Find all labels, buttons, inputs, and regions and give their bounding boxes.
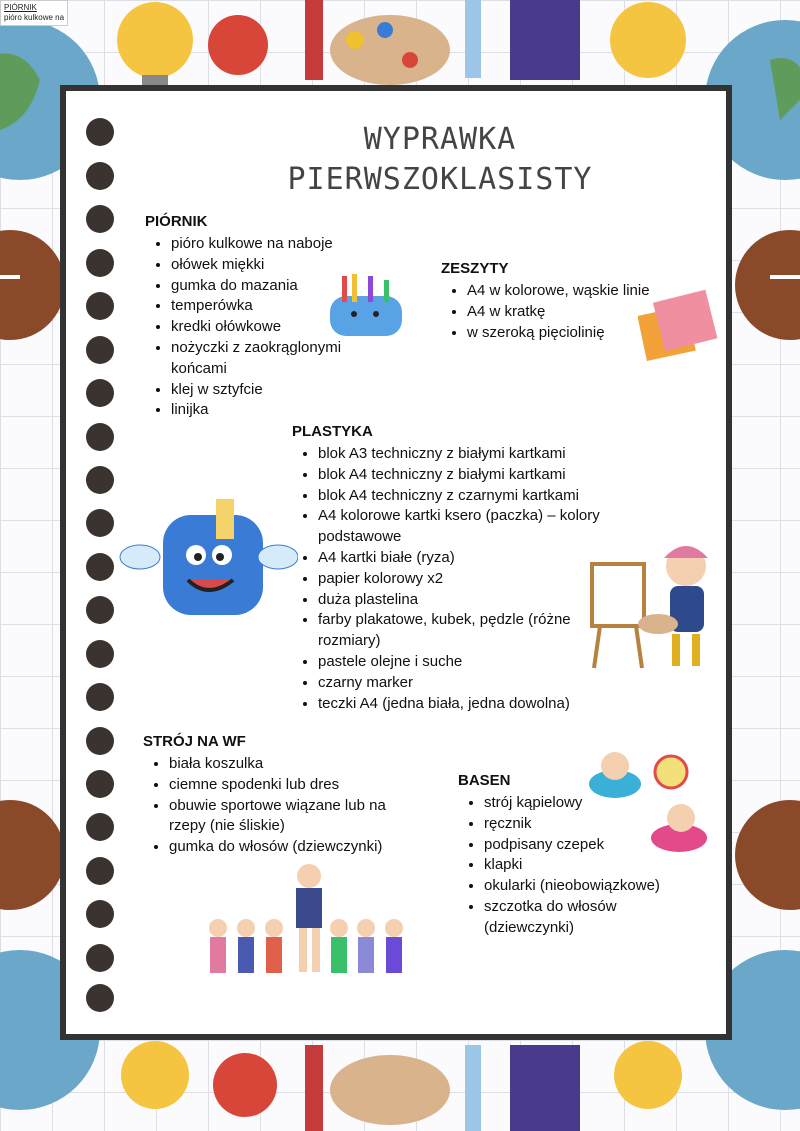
football-icon	[735, 800, 800, 910]
list-item: • A4 w kratkę	[467, 302, 681, 323]
lightbulb-icon	[121, 1041, 189, 1109]
binder-hole	[86, 813, 114, 841]
title-line1: WYPRAWKA	[363, 122, 517, 157]
section-stroj-wf	[143, 733, 413, 858]
lightbulb-icon	[610, 2, 686, 78]
list-item: • szczotka do włosów (dziewczynki)	[484, 897, 688, 939]
apple-icon	[208, 15, 268, 75]
pe-class-kids-icon	[204, 862, 414, 982]
pencil-case-icon	[328, 272, 412, 340]
item-list	[143, 754, 413, 858]
list-item: • czarny marker	[318, 673, 612, 694]
apple-icon	[213, 1053, 277, 1117]
section-heading: STRÓJ NA WF	[143, 733, 246, 750]
binder-hole	[86, 944, 114, 972]
binder-hole	[86, 640, 114, 668]
list-item: • farby plakatowe, kubek, pędzle (różne rozmiary)	[318, 610, 612, 652]
football-icon	[0, 230, 65, 340]
binder-hole	[86, 509, 114, 537]
binder-hole	[86, 336, 114, 364]
list-item: • w szeroką pięciolinię	[467, 323, 681, 344]
list-item: • papier kolorowy x2	[318, 569, 612, 590]
list-item: • pastele olejne i suche	[318, 652, 612, 673]
list-item: • gumka do mazania	[171, 276, 365, 297]
binder-hole	[86, 249, 114, 277]
painting-girl-icon	[588, 540, 718, 672]
palette-icon	[330, 15, 450, 85]
list-item: • kredki ołówkowe	[171, 317, 365, 338]
calculator-icon	[510, 1045, 580, 1131]
list-item: • okularki (nieobowiązkowe)	[484, 876, 688, 897]
list-item: • biała koszulka	[169, 754, 413, 775]
section-heading: PLASTYKA	[292, 423, 373, 440]
list-item: • podpisany czepek	[484, 835, 688, 856]
binder-hole	[86, 683, 114, 711]
section-heading: PIÓRNIK	[145, 213, 208, 230]
binder-hole	[86, 596, 114, 624]
list-item: • klapki	[484, 855, 688, 876]
backpack-mascot-icon	[118, 495, 298, 625]
item-list	[292, 444, 612, 714]
list-item: • A4 kartki białe (ryza)	[318, 548, 612, 569]
list-item: • A4 kolorowe kartki ksero (paczka) – kolory podstawowe	[318, 506, 612, 548]
notebooks-icon	[638, 290, 718, 362]
binder-hole	[86, 553, 114, 581]
list-item: • ołówek miękki	[171, 255, 365, 276]
football-icon	[0, 800, 65, 910]
list-item: • nożyczki z zaokrąglonymi końcami	[171, 338, 365, 380]
section-plastyka	[292, 423, 612, 714]
list-item: • linijka	[171, 400, 365, 421]
lightbulb-icon	[614, 1041, 682, 1109]
section-heading: BASEN	[458, 772, 511, 789]
binder-hole	[86, 379, 114, 407]
palette-icon	[330, 1055, 450, 1125]
binder-hole	[86, 770, 114, 798]
list-item: • ręcznik	[484, 814, 688, 835]
calculator-icon	[510, 0, 580, 80]
binder-hole	[86, 466, 114, 494]
list-item: • A4 w kolorowe, wąskie linie	[467, 281, 681, 302]
binder-hole	[86, 727, 114, 755]
ruler-icon	[465, 0, 481, 78]
binder-hole	[86, 118, 114, 146]
list-item: • duża plastelina	[318, 590, 612, 611]
list-item: • strój kąpielowy	[484, 793, 688, 814]
list-item: • blok A3 techniczny z białymi kartkami	[318, 444, 612, 465]
list-item: • blok A4 techniczny z białymi kartkami	[318, 465, 612, 486]
hover-tooltip	[0, 0, 68, 26]
binder-hole	[86, 423, 114, 451]
list-item: • pióro kulkowe na naboje	[171, 234, 365, 255]
pencil-icon	[305, 1045, 323, 1131]
list-item: • klej w sztyfcie	[171, 380, 365, 401]
binder-hole	[86, 984, 114, 1012]
binder-hole	[86, 857, 114, 885]
ruler-icon	[465, 1045, 481, 1131]
football-icon	[735, 230, 800, 340]
lightbulb-icon	[117, 2, 193, 89]
list-item: • ciemne spodenki lub dres	[169, 775, 413, 796]
binder-hole	[86, 205, 114, 233]
page-title	[280, 120, 600, 200]
list-item: • temperówka	[171, 296, 365, 317]
binder-hole	[86, 292, 114, 320]
swimming-kids-icon	[585, 742, 715, 862]
list-item: • teczki A4 (jedna biała, jedna dowolna)	[318, 694, 612, 715]
tooltip-line2: pióro kulkowe na	[4, 13, 65, 22]
tooltip-line1: PIÓRNIK	[4, 3, 37, 12]
section-heading: ZESZYTY	[441, 260, 509, 277]
list-item: • gumka do włosów (dziewczynki)	[169, 837, 413, 858]
title-line2: PIERWSZOKLASISTY	[287, 162, 593, 197]
pencil-icon	[305, 0, 323, 80]
list-item: • blok A4 techniczny z czarnymi kartkami	[318, 486, 612, 507]
list-item: • obuwie sportowe wiązane lub na rzepy (nie śliskie)	[169, 796, 413, 838]
binder-hole	[86, 162, 114, 190]
binder-hole	[86, 900, 114, 928]
